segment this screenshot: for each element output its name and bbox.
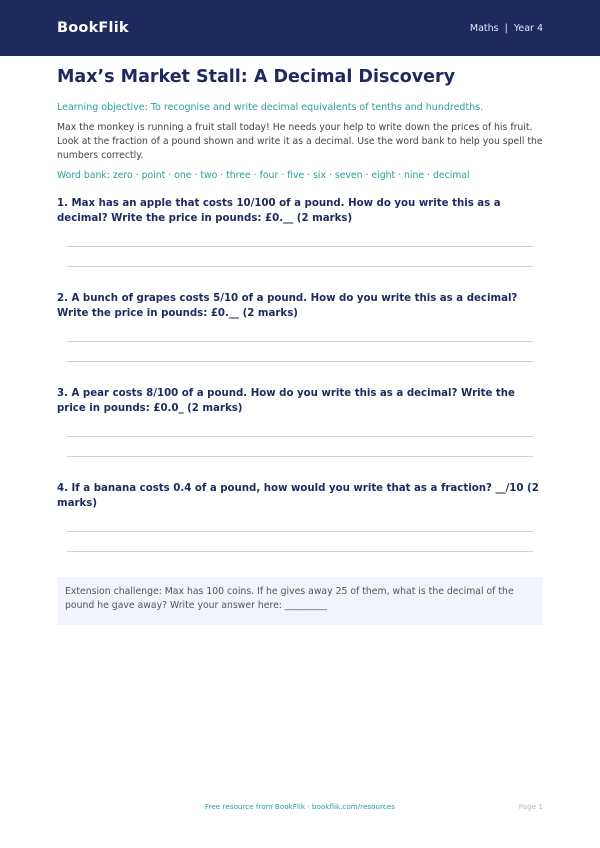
worksheet-title: Max’s Market Stall: A Decimal Discovery bbox=[57, 67, 456, 87]
answer-line bbox=[67, 551, 533, 552]
answer-line bbox=[67, 436, 533, 437]
extension-challenge: Extension challenge: Max has 100 coins. If he gives away 25 of them, what is the decimal of the pound he gave away? Write your answer here: _________ bbox=[57, 577, 543, 625]
meta-separator: | bbox=[504, 22, 508, 34]
page-number: Page 1 bbox=[518, 802, 543, 811]
footer-credit: Free resource from BookFlik · bookflik.com/resources bbox=[204, 802, 396, 811]
question-text: 1. Max has an apple that costs 10/100 of a pound. How do you write this as a decimal? Write the price in pounds: £0.__ (2 marks) bbox=[57, 198, 501, 224]
answer-area[interactable] bbox=[57, 416, 543, 482]
answer-line bbox=[67, 531, 533, 532]
answer-area[interactable] bbox=[57, 321, 543, 387]
word-bank: Word bank: zero · point · one · two · three · four · five · six · seven · eight · nine · decimal bbox=[57, 170, 470, 181]
question-text: 2. A bunch of grapes costs 5/10 of a pound. How do you write this as a decimal? Write the price in pounds: £0.__ (2 marks) bbox=[57, 293, 518, 319]
brand-logo: BookFlik bbox=[57, 20, 129, 36]
worksheet-content bbox=[57, 66, 543, 625]
question-text: 3. A pear costs 8/100 of a pound. How do you write this as a decimal? Write the price in pounds: £0.0_ (2 marks) bbox=[57, 388, 515, 414]
question-1 bbox=[57, 197, 543, 292]
answer-area[interactable] bbox=[57, 511, 543, 577]
answer-line bbox=[67, 246, 533, 247]
year-label: Year 4 bbox=[513, 22, 543, 34]
answer-line bbox=[67, 266, 533, 267]
learning-objective: Learning objective: To recognise and write decimal equivalents of tenths and hundredths. bbox=[57, 102, 484, 113]
header-meta bbox=[470, 23, 543, 34]
page-header bbox=[0, 0, 600, 56]
answer-area[interactable] bbox=[57, 226, 543, 292]
answer-line bbox=[67, 456, 533, 457]
question-text: 4. If a banana costs 0.4 of a pound, how would you write that as a fraction? __/10 (2 marks) bbox=[57, 483, 539, 509]
question-4 bbox=[57, 482, 543, 577]
intro-paragraph: Max the monkey is running a fruit stall today! He needs your help to write down the prices of his fruit. Look at the fraction of a pound shown and write it as a decimal. Use the word bank to help you spell the numbers correctly. bbox=[57, 122, 543, 161]
question-2 bbox=[57, 292, 543, 387]
question-3 bbox=[57, 387, 543, 482]
answer-line bbox=[67, 341, 533, 342]
subject-label: Maths bbox=[469, 22, 499, 34]
page-footer bbox=[57, 802, 543, 811]
answer-line bbox=[67, 361, 533, 362]
